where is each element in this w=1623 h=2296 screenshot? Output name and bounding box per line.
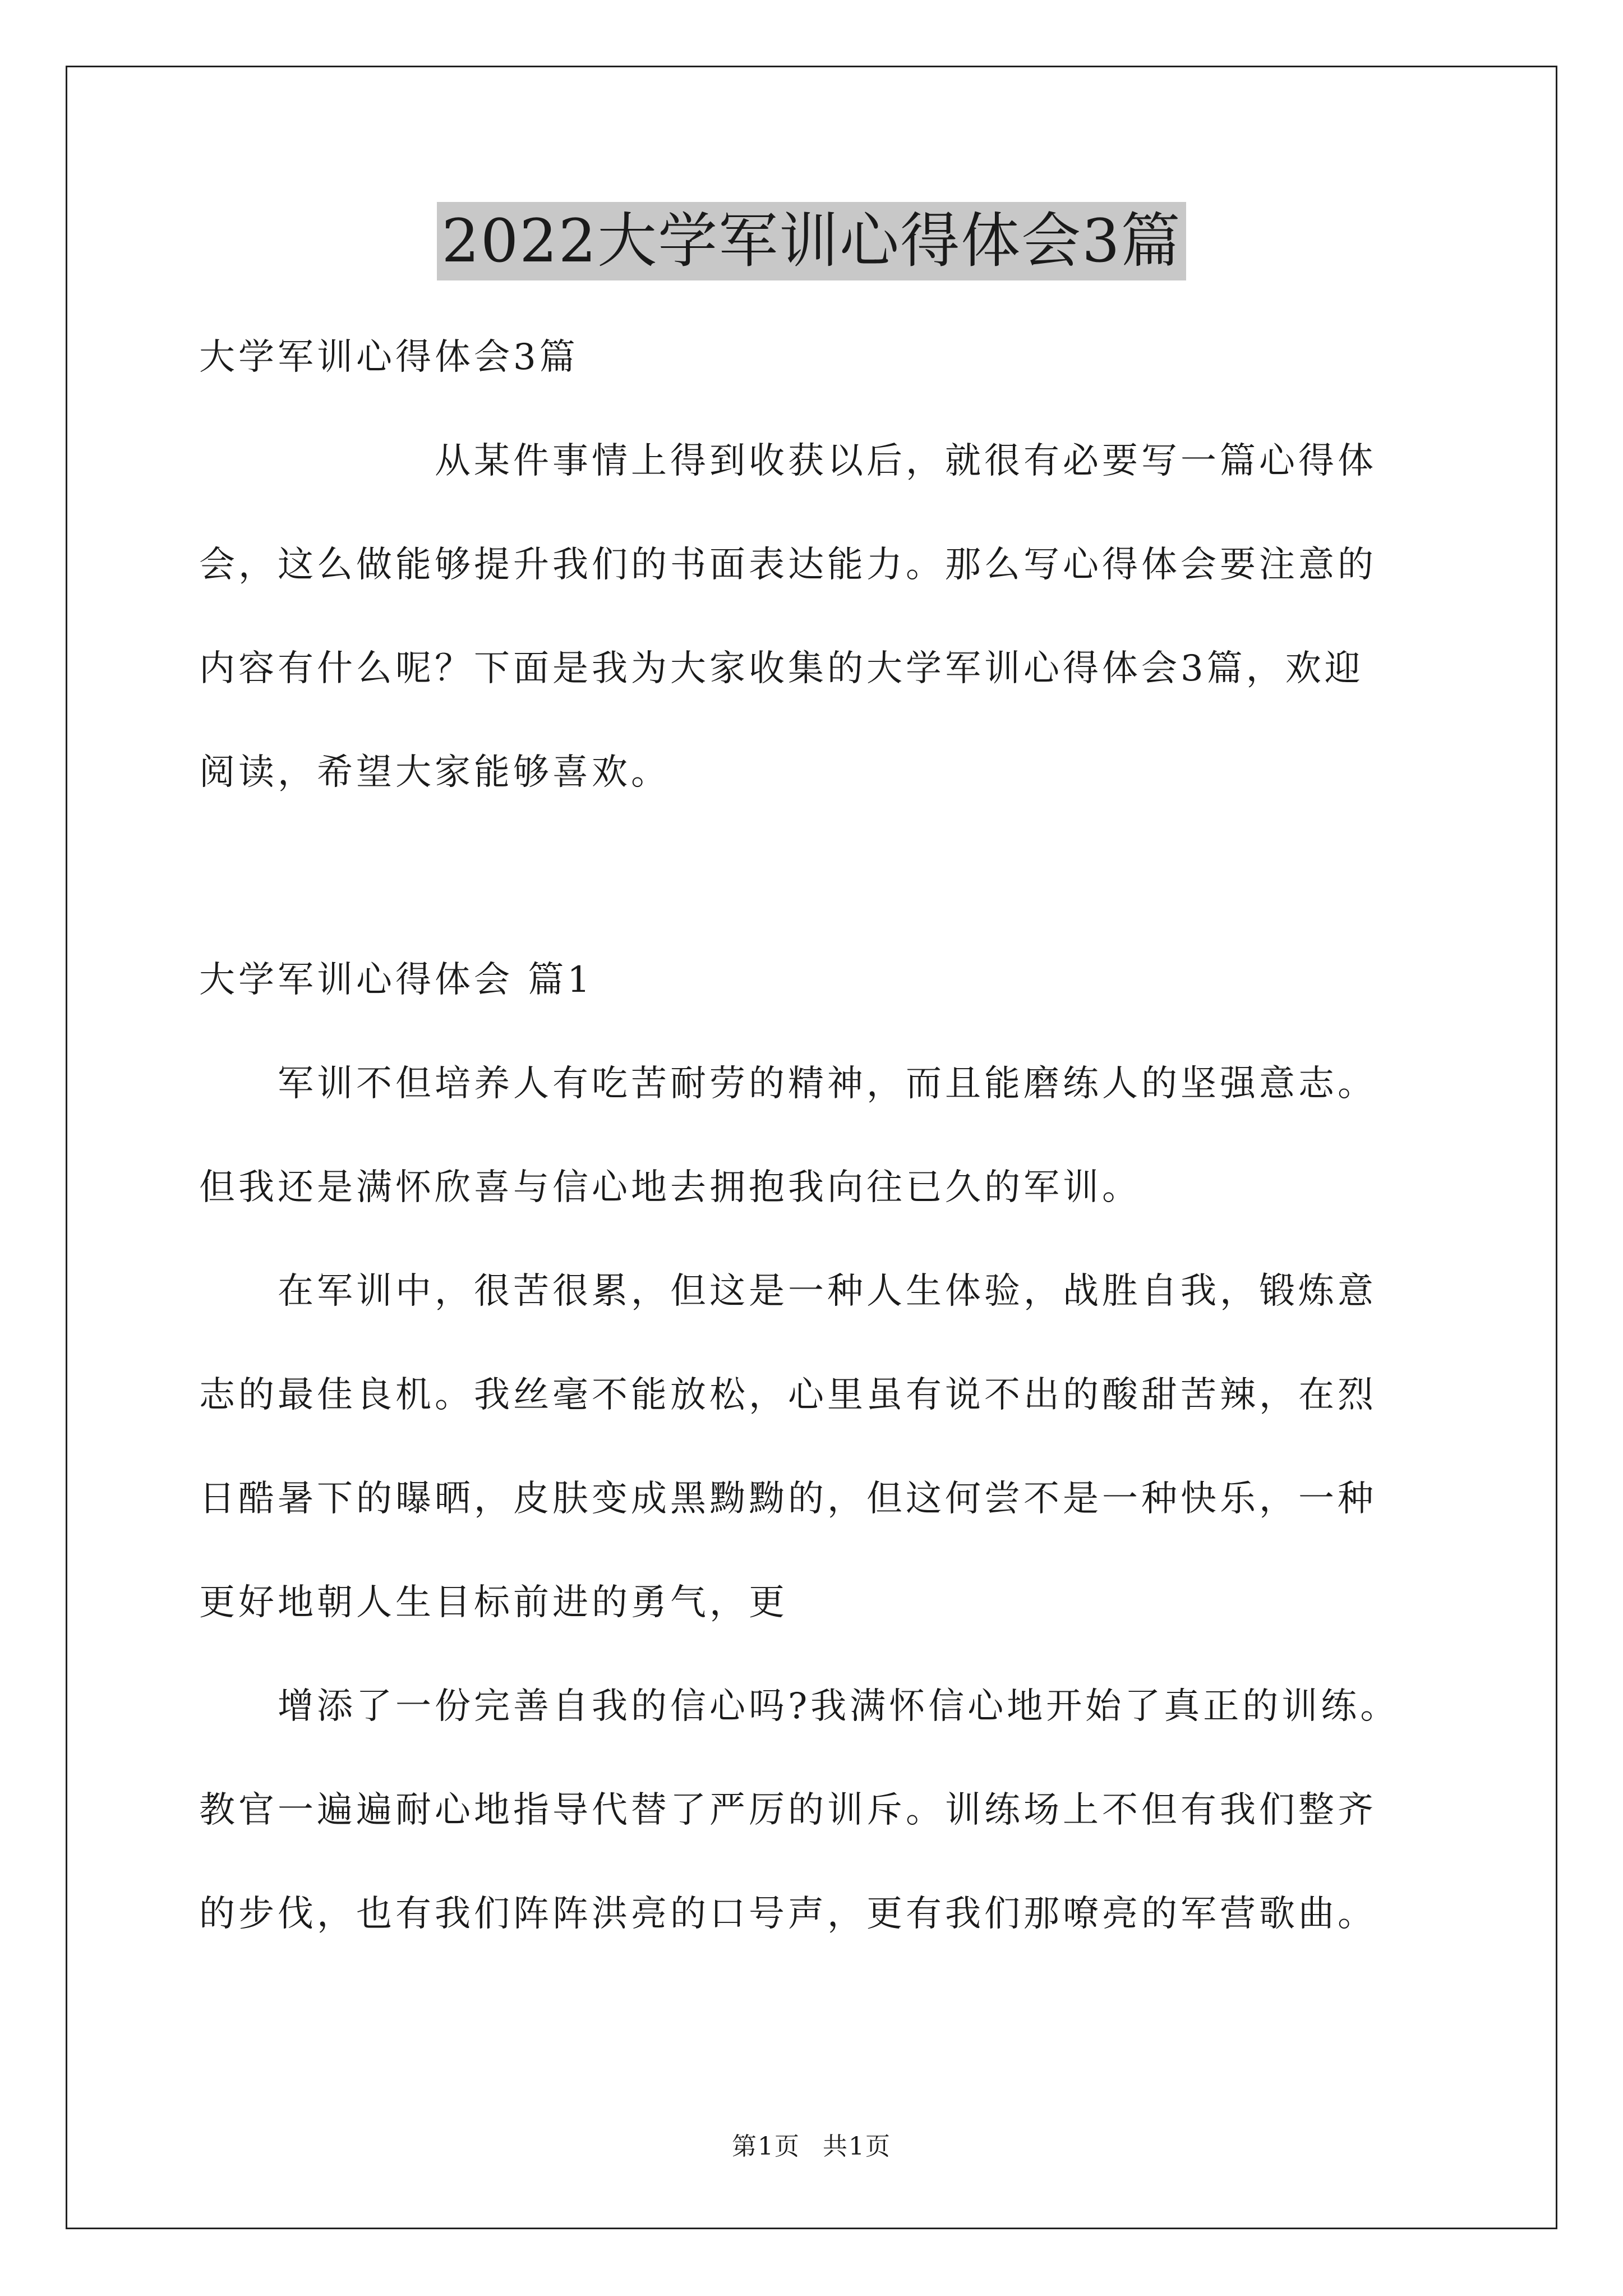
intro-line: 会，这么做能够提升我们的书面表达能力。那么写心得体会要注意的 [199,544,1377,586]
page-number: 第1页 [732,2132,800,2161]
section-heading: 大学军训心得体会 篇1 [199,959,594,1001]
paragraph-line: 教官一遍遍耐心地指导代替了严厉的训斥。训练场上不但有我们整齐 [199,1789,1377,1831]
page-footer [0,2126,1623,2162]
paragraph-line: 但我还是满怀欣喜与信心地去拥抱我向往已久的军训。 [199,1167,1141,1208]
intro-line: 从某件事情上得到收获以后，就很有必要写一篇心得体 [435,440,1377,482]
document-title: 2022大学军训心得体会3篇 [437,202,1186,280]
document-subtitle: 大学军训心得体会3篇 [199,337,579,378]
document-body [199,306,1433,1966]
paragraph-line: 日酷暑下的曝晒，皮肤变成黑黝黝的，但这何尝不是一种快乐，一种 [199,1478,1377,1520]
intro-line: 阅读，希望大家能够喜欢。 [199,752,670,793]
paragraph-line: 更好地朝人生目标前进的勇气，更 [199,1582,788,1623]
paragraph-line: 军训不但培养人有吃苦耐劳的精神，而且能磨练人的坚强意志。 [278,1063,1377,1105]
intro-line: 内容有什么呢？下面是我为大家收集的大学军训心得体会3篇，欢迎 [199,648,1364,689]
paragraph-line: 志的最佳良机。我丝毫不能放松，心里虽有说不出的酸甜苦辣，在烈 [199,1374,1377,1416]
title-container [0,202,1623,280]
paragraph-line: 在军训中，很苦很累，但这是一种人生体验，战胜自我，锻炼意 [278,1271,1377,1312]
spacer [199,825,1433,928]
paragraph-line: 增添了一份完善自我的信心吗?我满怀信心地开始了真正的训练。 [278,1686,1400,1727]
page-total: 共1页 [823,2132,891,2161]
paragraph-line: 的步伐，也有我们阵阵洪亮的口号声，更有我们那嘹亮的军营歌曲。 [199,1893,1377,1935]
